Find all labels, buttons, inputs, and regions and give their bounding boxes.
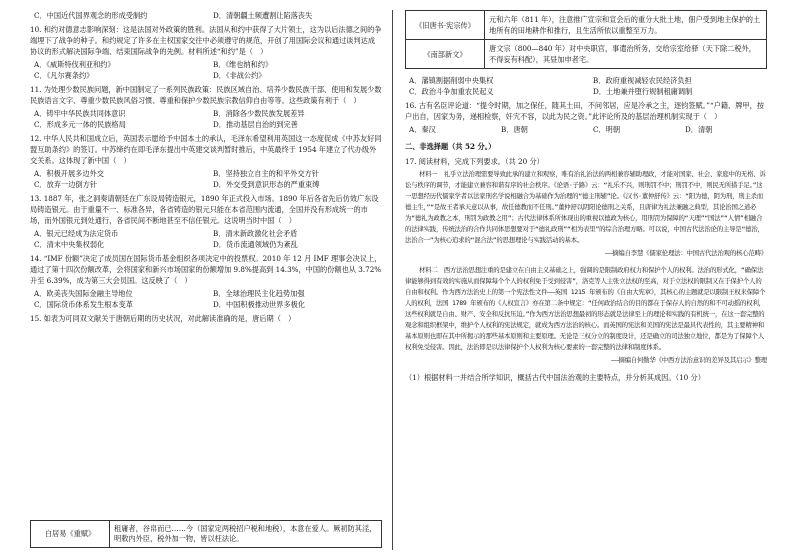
q17-material-1-cite: ——摘编自李慧《儒家伦理法：中国古代法治观的核心范畴》 [604, 249, 767, 257]
q15-option-a: A．藩镇割据削弱中央集权 [409, 76, 494, 85]
q14-option-a: A．欧美丧失国际金融主导地位 [34, 289, 133, 298]
q9-option-d: D．清朝疆土频遭割让陷落丧失 [213, 11, 313, 20]
q13-option-c: C．清末中央集权弱化 [34, 240, 105, 249]
q14-stem: 14. “IMF 份额”决定了成员国在国际货币基金组织各项决定中的投票权。2010 年 12 月 IMF 理事会决议上，通过了第十四次份额改革，会将国家和新兴市场国家的份额增加 9.8%提高到 14.3%，中国的份额也从 3.72%升至 6.39%，成为第三大会员国。这反映了（ ） [30, 254, 382, 285]
q10-option-a: A．《威斯特伐利亚和约》 [34, 60, 115, 69]
q10-option-d: D．《非战公约》 [213, 71, 266, 80]
q15-options [409, 75, 767, 97]
table-row2-label: 《旧唐书·宪宗传》 [406, 11, 485, 40]
q10-stem: 10. 和约对德意志影响深刻：这是法国对外政策的胜利。法国从和约中获得了大片领土，这为以后法德之间的争端埋下了战争的种子。和约规定了许多在主权国家交往中必须遵守的规范，开创了用国际会议和通过谈判达成协议的形式解决国际争端、结束国际战争的先例。材料所述“和约”是（ ） [30, 25, 382, 56]
q17-material-2-cite: ——摘编自何勤华《中西方法治意识的差异及其启示》整理 [611, 356, 767, 364]
table-row3-label: 《南部新文》 [406, 40, 485, 69]
part2-heading: 二、非选择题（共 52 分。） [405, 142, 496, 151]
q11-options [34, 108, 382, 130]
q13-option-d: D．货币流通领域仍为紊乱 [213, 240, 298, 249]
table-row3-text: 唐文宗（800—840 年）对中央职官，事遣治所务，交给宗室给驿（天下除二税外，不得妄有科配），其昼加申者宅。 [485, 40, 767, 69]
q12-option-d: D．外交受到意识形态的严重束缚 [213, 180, 320, 189]
q11-option-b: B．消除各少数民族发展差异 [213, 109, 305, 118]
q15-option-b: B．政府重视减轻农民经济负担 [593, 76, 692, 85]
q16-stem: 16. 古有名臣评论道：“提令时期，加之保任，随其土田，不问邻居，应是冷承之主，逐钧签赋。”“户籍、牌甲，按户出自，因家为务，递相检察，奸宄不容，以此为民之资。”此评论所及的基层治理机制实现于（ ） [405, 101, 764, 121]
q11-option-a: A．铸牢中华民族共同体意识 [34, 109, 126, 118]
q16-option-a: A．秦汉 [409, 125, 436, 134]
table-row1-label: 白居易《重赋》 [31, 521, 110, 548]
q16-options [409, 124, 767, 135]
q12-stem: 12. 中华人民共和国成立后，英国表示愿给予中国本土的承认，毛泽东希望利用英国这一态度促成《中苏友好同盟互助条约》的签订。中苏缔约在即毛泽东提出中英建交谈判暂时推后，中英最终于 1954 年建立了代办级外交关系。这体现了新中国（ ） [30, 134, 382, 165]
q14-option-c: C．国际货币体系发生根本变革 [34, 300, 133, 309]
q14-options [34, 288, 382, 310]
q12-options [34, 168, 382, 190]
q11-option-d: D．推动基层自治的到完善 [213, 120, 298, 129]
q17-material-1: 材料一 礼乎立法治理需要导致此承的建立和观察，唯有治礼治法的两相兼容辅助理政，才能对国家、社会、家庭中的无格、诉讼与秩序的调节，才能建立兼容和谐有序的社会秩序。《论语·子路》云：“礼乐不兴，则刑罚不中；刑罚不中，则民无所措手足。”这一思想经历代儒家学者以法家刑名学说相融合为基础作为治理的“德主刑辅”论。《汉书·董仲舒传》云：“阳为德，阴为刑，刑主杀而德主生，”“是故王者承天意以从事，故任德教而不任刑。”董仲舒以阴阳论德刑之关系，且唐律为礼法兼融之典型，其论治国之道必为“德礼为政教之本，刑罚为政教之用”；古代法律体系所体现出的重视以德政为核心，用刑罚为保障的“天理”“国法”“人情”相融合的法律实践，传统法治的合作共同体思想要对于“德礼政刑”“相为表里”的综合治理方略。可以说，中国古代法治论的主导是“德治，法治合一”为核心追求的“混合法”的思想理论与实践活动的基本。 [405, 170, 766, 244]
table-row1-text: 租庸者，谷帛而已……今（国家定两税招户税和地税），本意在爱人。厥初防其淫，明敕内外臣，税外加一物，皆以枉法论。 [110, 521, 382, 548]
q12-option-a: A．积极开展多边外交 [34, 169, 104, 178]
column-divider [392, 10, 393, 550]
q16-option-b: B．唐朝 [501, 125, 528, 134]
q13-options [34, 228, 382, 250]
q16-option-d: D．清朝 [685, 125, 713, 134]
q17-material-2: 材料二 西方法治思想注重的是建立在自由主义基础之上，强调的是限制政府权力和保护个人的权利。法治的形式化，“确保法律能够得到有效的实施从而保障每个个人的权利免于受到侵害”，洛克等人主张立法权的至高，对于立法权的限制又在于保护个人的自由和权利。作为西方法治史上的第一个宪法性文件——英国 1215 年颁布的《自由大宪章》，其核心的主题就是以限制王权来保障个人的权利，法国 1789 年颁布的《人权宣言》亦在第二条中规定：“任何政治结合的目的都在于保存人的自然的和不可动摇的权利，这些权利就是自由、财产、安全和反抗压迫。”作为西方法治思想最初的形态就是法律至上的理论和实践的有机统一，在这一套完整的观念和组织框架中，维护个人权利的宪法规定，就成为西方法治的核心。而英国的宪法和美国的宪法是最具代表性的，其主要精神和基本原则也即在其中所揭示的那些基本原则和主要原理。无论是三权分立的制度设计，还是确立的司法独立地位，都是为了保障个人权利免受侵害。因此，法治即是以法律保护个人权利为核心要素的一套完整的法律和制度体系。 [405, 266, 766, 351]
q14-option-d: D．中国积极推动世界多极化 [213, 300, 306, 309]
q15-option-c: C．政治斗争加重农民起义 [409, 87, 494, 96]
q17-requirement-1: （1）根据材料一并结合所学知识，概括古代中国法治观的主要特点，并分析其成因。（10 分） [405, 373, 705, 382]
q15-option-d: D．土地兼并堕行规制租庸调制 [593, 87, 693, 96]
left-column [30, 10, 382, 326]
q14-option-b: B．全球治理民主化趋势加强 [213, 289, 305, 298]
q17-material [405, 169, 767, 366]
q10-option-b: B．《维也纳和约》 [213, 60, 273, 69]
q9-options [34, 10, 382, 21]
q17-heading: 17. 阅读材料，完成下列要求。（共 20 分） [405, 157, 544, 166]
q13-option-b: B．清末新政激化社会矛盾 [213, 229, 298, 238]
q12-option-b: B．坚持独立自主的和平外交方针 [213, 169, 319, 178]
source-table-row1 [30, 520, 382, 548]
q9-option-c: C．中国近代国界观念的形成受制约 [34, 11, 148, 20]
q10-option-c: C．《凡尔赛条约》 [34, 71, 94, 80]
q12-option-c: C．放弃一边倒方针 [34, 180, 98, 189]
q13-option-a: A．银元已经成为法定货币 [34, 229, 119, 238]
right-column [405, 10, 767, 385]
source-table-continued [405, 10, 767, 69]
q13-stem: 13. 1887 年，张之洞奏请朝廷在广东设局铸造银元，1890 年正式投入市场。1890 年后各省先后仿效广东设局铸造银元。由于重量不一、标准各异，各省铸造的银元只能在本省范围内流通，全国并没有形成统一的市场，而外国银元到处通行，各省民间不断地甚至不信任银元。这说明当时中国（ ） [30, 194, 379, 225]
q11-stem: 11. 为处理少数民族问题，新中国制定了一系列民族政策：民族区域自治、培养少数民族干部、使用和发展少数民族语言文字、尊重少数民族风俗习惯、尊重和保护少数民族宗教信仰自由等等。这些政策有利于（ ） [30, 85, 382, 105]
q15-stem: 15. 如表为可同双文献关于唐朝后期的历史状况，对此解读准确的是，唐后期（ ） [30, 314, 296, 323]
q15-table-left [30, 520, 382, 554]
table-row2-text: 元和六年（811 年），注意推广宣宗和宣会后的重分大批土地，佃户受到地主保护的土地所有的田地耕作和推行，且生活所依以重整至万力。 [485, 11, 767, 40]
q16-option-c: C．明朝 [593, 125, 621, 134]
q10-options [34, 59, 382, 81]
q11-option-c: C．形成多元一体的民族格局 [34, 120, 126, 129]
